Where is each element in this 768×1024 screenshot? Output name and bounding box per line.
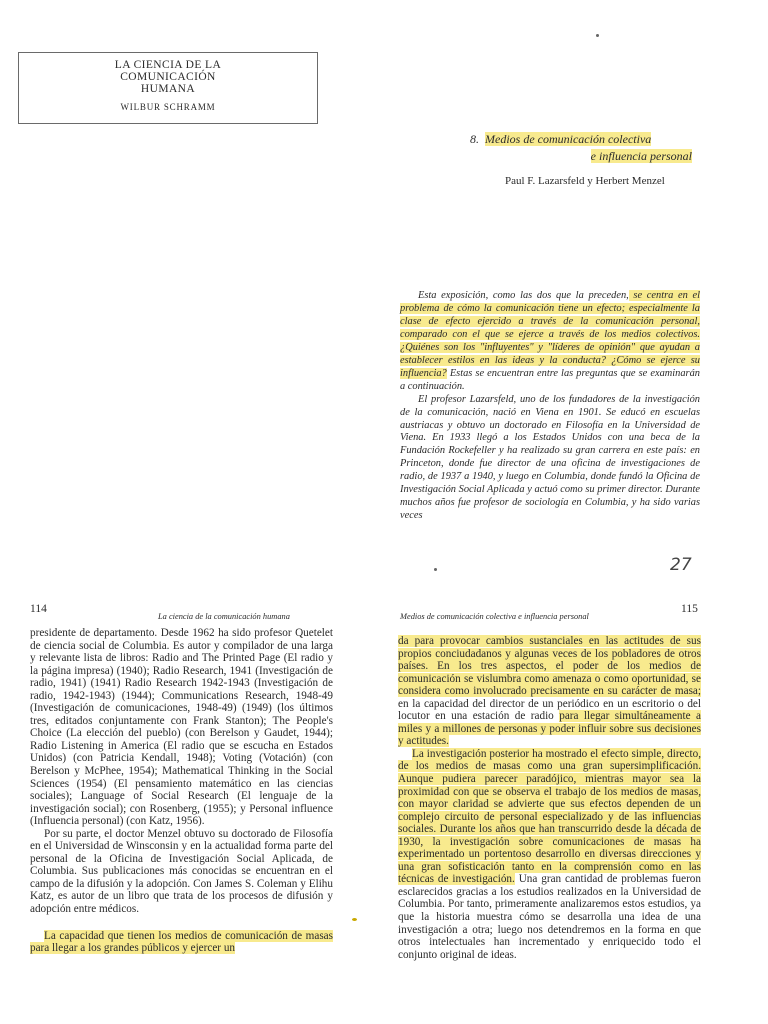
scan-speck <box>434 568 437 571</box>
right-text: en la capacidad del director de un periódico en un escritorio o del locutor en una estación de radio <box>398 697 701 723</box>
intro-highlight: se centra en el problema de cómo la comunicación tiene un efecto; especialmente la clase de efecto ejercido a través de la comunicación personal, comparado con el que se ejerce a través de los medios colectivos. ¿Quiénes son los "influyentes" y "líderes de opinión" que ayudan a establecer estilos en las ideas y la conducta? ¿Cómo se ejerce su influencia? <box>400 290 700 379</box>
left-page-number: 114 <box>30 603 47 615</box>
right-text: Una gran cantidad de problemas fueron esclarecidos gracias a los estudios realizados en la Universidad de Columbia. Por tanto, primeramente analizaremos estos estudios, ya que la historia muestra cómo se desarrolla una idea de una investigación a otra; luego nos detendremos en la forma en que otros intelectuales han incrementado y enriquecido todo el conjunto original de ideas. <box>398 873 701 961</box>
intro-paragraph: El profesor Lazarsfeld, uno de los fundadores de la investigación de la comunicación, nació en Viena en 1901. Se educó en escuelas austriacas y obtuvo un doctorado en Filosofía en la Universidad de Viena. En 1933 llegó a los Estados Unidos con una beca de la Fundación Rockefeller y ha realizado su gran carrera en este país: en Princeton, donde fue director de una oficina de investigaciones de radio, de 1937 a 1940, y luego en Columbia, donde fundó la Oficina de Investigación Social Aplicada y actuó como su primer director. Durante muchos años fue profesor de sociología en Columbia, y ha sido varias veces <box>400 393 700 522</box>
handwritten-page-number: 27 <box>670 555 692 575</box>
book-title-box <box>18 52 318 124</box>
scan-speck <box>352 918 357 921</box>
chapter-title-line1: Medios de comunicación colectiva <box>485 132 652 146</box>
right-page-text <box>398 635 701 961</box>
right-paragraph <box>398 635 701 748</box>
left-running-head: La ciencia de la comunicación humana <box>158 612 290 621</box>
book-author: WILBUR SCHRAMM <box>120 102 216 112</box>
left-paragraph: presidente de departamento. Desde 1962 ha sido profesor Quetelet de ciencia social de Columbia. Es autor y compilador de una larga y relevante lista de libros: Radio and The Printed Page (El radio y la página impresa) (1940); Radio Research, 1941 (Investigación de radio, 1941) (1941) Radio Research 1942-1943 (Investigación de radio, 1942-1943) (1944); Communications Research, 1948-49 (Investigación de comunicaciones, 1948-49) (1949) (los últimos tres, editados conjuntamente con Frank Stanton); The People's Choice (La elección del pueblo) (con Berelson y Gaudet, 1944); Radio Listening in America (El radio que se escucha en Estados Unidos) (con Patricia Kendall, 1948); Voting (Votación) (con Berelson y McPhee, 1954); Mathematical Thinking in the Social Sciences (1954) (El pensamiento matemático en las ciencias sociales); Language of Social Research (El lenguaje de la investigación social); con Rosenberg, (1955); y Personal influence (Influencia personal) (con Katz, 1956). <box>30 627 333 828</box>
chapter-intro <box>400 290 700 523</box>
left-highlight: La capacidad que tienen los medios de comunicación de masas para llegar a los grandes públicos y ejercer un <box>30 929 333 955</box>
left-paragraph: Por su parte, el doctor Menzel obtuvo su doctorado de Filosofía en el Universidad de Winsconsin y en la actualidad forma parte del personal de la Oficina de Investigación Social Aplicada, de Columbia. Sus publicaciones más conocidas se encuentran en el campo de la difusión y la adopción. Con James S. Coleman y Elihu Katz, es autor de un libro que trata de los procesos de difusión y adopción entre médicos. <box>30 827 333 916</box>
book-title-line: COMUNICACIÓN <box>120 71 216 83</box>
right-highlight: La investigación posterior ha mostrado el efecto simple, directo, de los medios de masas como una gran supersimplificación. Aunque pudiera parecer paradójico, mientras mayor sea la proximidad con que se observa el trabajo de los medios de masas, con mayor claridad se advierte que sus efectos dependen de un complejo circuito de personal especializado y de las influencias sociales. Durante los años que han transcurrido desde la década de 1930, la investigación sobre comunicaciones de masas ha experimentado un portentoso desarrollo en diversas direcciones y una gran sofisticación tanto en la comprensión como en las técnicas de investigación. <box>398 747 701 886</box>
left-paragraph <box>30 930 333 955</box>
right-running-head: Medios de comunicación colectiva e influencia personal <box>400 612 589 621</box>
intro-text: Esta exposición, como las dos que la preceden, <box>418 290 629 301</box>
left-page-text <box>30 627 333 955</box>
book-title-line: HUMANA <box>140 83 196 95</box>
scan-speck <box>596 34 599 37</box>
chapter-title-line2: e influencia personal <box>590 149 692 163</box>
chapter-number: 8. <box>470 132 479 146</box>
intro-paragraph <box>400 290 700 394</box>
right-highlight: para llegar simultáneamente a miles y a millones de personas y poder influir sobre sus decisiones y actitudes. <box>398 710 702 748</box>
intro-text: Estas se encuentran entre las preguntas que se examinarán a continuación. <box>400 367 700 392</box>
book-title-line: LA CIENCIA DE LA <box>114 59 222 71</box>
right-page-number: 115 <box>681 603 698 615</box>
chapter-authors: Paul F. Lazarsfeld y Herbert Menzel <box>505 175 665 187</box>
chapter-heading <box>470 131 692 165</box>
right-paragraph <box>398 748 701 961</box>
right-highlight: da para provocar cambios sustanciales en las actitudes de sus propios conciudadanos y algunas veces de los pobladores de otros países. En los tres aspectos, el poder de los medios de comunicación se vislumbra como amenaza o como oportunidad, se considera como involucrado precisamente en su carácter de masa; <box>398 635 701 698</box>
